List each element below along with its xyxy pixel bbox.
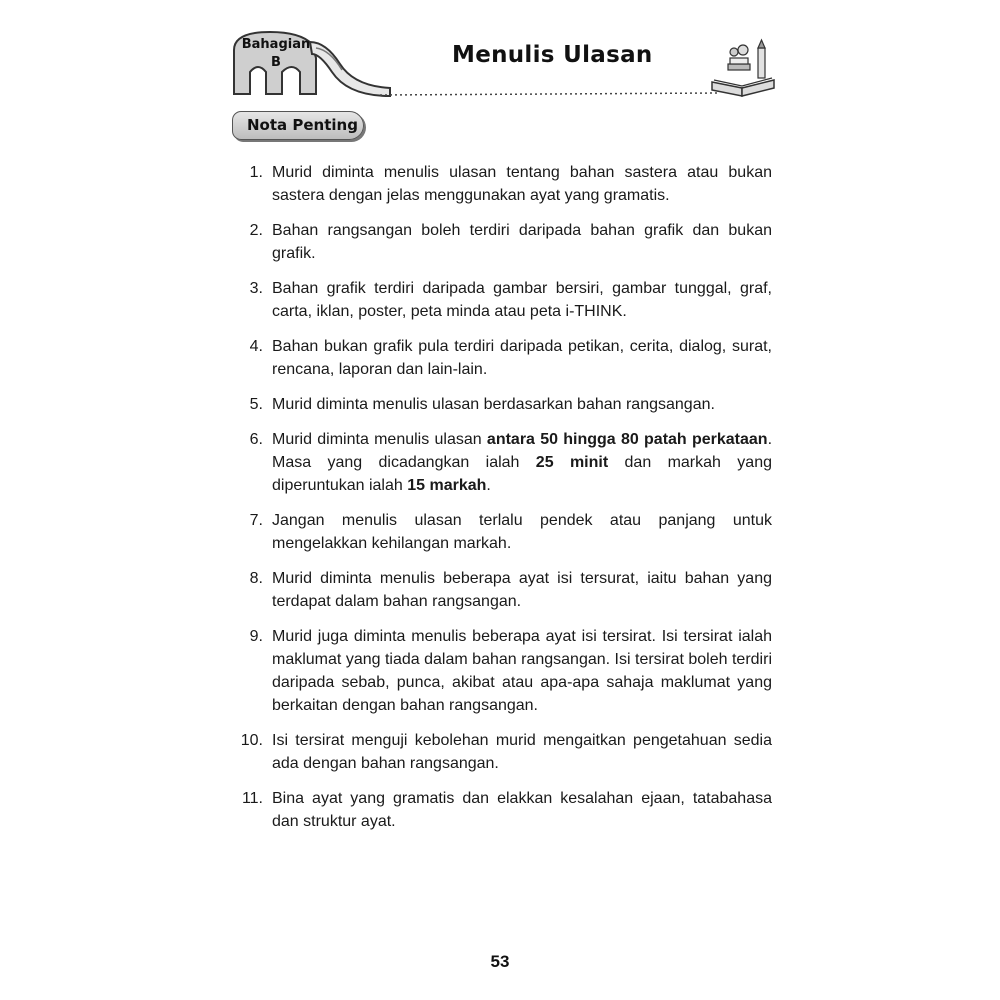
notes-list bbox=[236, 161, 772, 845]
page-header bbox=[230, 28, 775, 98]
note-number: 1. bbox=[249, 164, 263, 181]
dotted-underline bbox=[380, 90, 720, 100]
note-text bbox=[272, 393, 772, 416]
note-text-segment: dan markah yang diperuntukan ialah bbox=[272, 454, 772, 494]
note-item bbox=[236, 393, 772, 416]
note-text-segment: Bahan bukan grafik pula terdiri daripada petikan, cerita, dialog, surat, rencana, laporan dan lain-lain. bbox=[272, 338, 772, 378]
note-text-segment: Murid diminta menulis beberapa ayat isi tersurat, iaitu bahan yang terdapat dalam bahan rangsangan. bbox=[272, 570, 772, 610]
note-text-segment: Bahan grafik terdiri daripada gambar bersiri, gambar tunggal, graf, carta, iklan, poster, peta minda atau peta i-THINK. bbox=[272, 280, 772, 320]
note-text-bold: 15 markah bbox=[407, 477, 487, 494]
book-pencil-icon bbox=[710, 38, 780, 98]
note-text-bold: 25 minit bbox=[535, 454, 609, 471]
note-text bbox=[272, 277, 772, 323]
section-label bbox=[240, 36, 312, 72]
note-item bbox=[236, 625, 772, 717]
note-item bbox=[236, 335, 772, 381]
note-text bbox=[272, 729, 772, 775]
note-number: 10. bbox=[240, 732, 263, 749]
note-text bbox=[272, 335, 772, 381]
page-title: Menulis Ulasan bbox=[452, 42, 653, 68]
note-number: 7. bbox=[249, 512, 263, 529]
note-text bbox=[272, 161, 772, 207]
note-number: 9. bbox=[249, 628, 263, 645]
note-text bbox=[272, 219, 772, 265]
note-text-segment: . Masa yang dicadangkan ialah bbox=[272, 431, 773, 471]
note-item bbox=[236, 729, 772, 775]
note-text-segment: Murid juga diminta menulis beberapa ayat isi tersirat. Isi tersirat ialah maklumat yang tiada dalam bahan rangsangan. Isi tersirat boleh terdiri daripada sebab, punca, akibat atau apa-apa sahaja maklumat yang berkaitan dengan bahan rangsangan. bbox=[272, 628, 772, 714]
note-text-segment: Murid diminta menulis ulasan berdasarkan bahan rangsangan. bbox=[272, 396, 715, 413]
note-text bbox=[272, 428, 772, 497]
note-number: 3. bbox=[249, 280, 263, 297]
note-item bbox=[236, 277, 772, 323]
note-text bbox=[272, 625, 772, 717]
note-item bbox=[236, 219, 772, 265]
note-item bbox=[236, 428, 772, 497]
note-text-segment: Isi tersirat menguji kebolehan murid mengaitkan pengetahuan sedia ada dengan bahan rangsangan. bbox=[272, 732, 772, 772]
note-number: 4. bbox=[249, 338, 263, 355]
section-label-line2: B bbox=[271, 55, 281, 70]
note-text bbox=[272, 509, 772, 555]
note-text-segment: Bahan rangsangan boleh terdiri daripada bahan grafik dan bukan grafik. bbox=[272, 222, 772, 262]
note-item bbox=[236, 161, 772, 207]
note-number: 8. bbox=[249, 570, 263, 587]
note-text-bold: antara 50 hingga 80 patah perkataan bbox=[486, 431, 768, 448]
note-item bbox=[236, 787, 772, 833]
note-text bbox=[272, 787, 772, 833]
nota-penting-tab: Nota Penting bbox=[232, 111, 364, 140]
note-item bbox=[236, 567, 772, 613]
note-number: 5. bbox=[249, 396, 263, 413]
section-label-line1: Bahagian bbox=[241, 37, 311, 52]
note-text-segment: Murid diminta menulis ulasan tentang bahan sastera atau bukan sastera dengan jelas menggunakan ayat yang gramatis. bbox=[272, 164, 772, 204]
note-text-segment: Bina ayat yang gramatis dan elakkan kesalahan ejaan, tatabahasa dan struktur ayat. bbox=[272, 790, 772, 830]
note-number: 6. bbox=[249, 431, 263, 448]
note-text-segment: . bbox=[486, 477, 491, 494]
note-text bbox=[272, 567, 772, 613]
note-text-segment: Jangan menulis ulasan terlalu pendek atau panjang untuk mengelakkan kehilangan markah. bbox=[272, 512, 772, 552]
note-item bbox=[236, 509, 772, 555]
note-number: 2. bbox=[249, 222, 263, 239]
note-number: 11. bbox=[241, 790, 263, 807]
page-number: 53 bbox=[490, 952, 510, 971]
note-text-segment: Murid diminta menulis ulasan bbox=[272, 431, 487, 448]
